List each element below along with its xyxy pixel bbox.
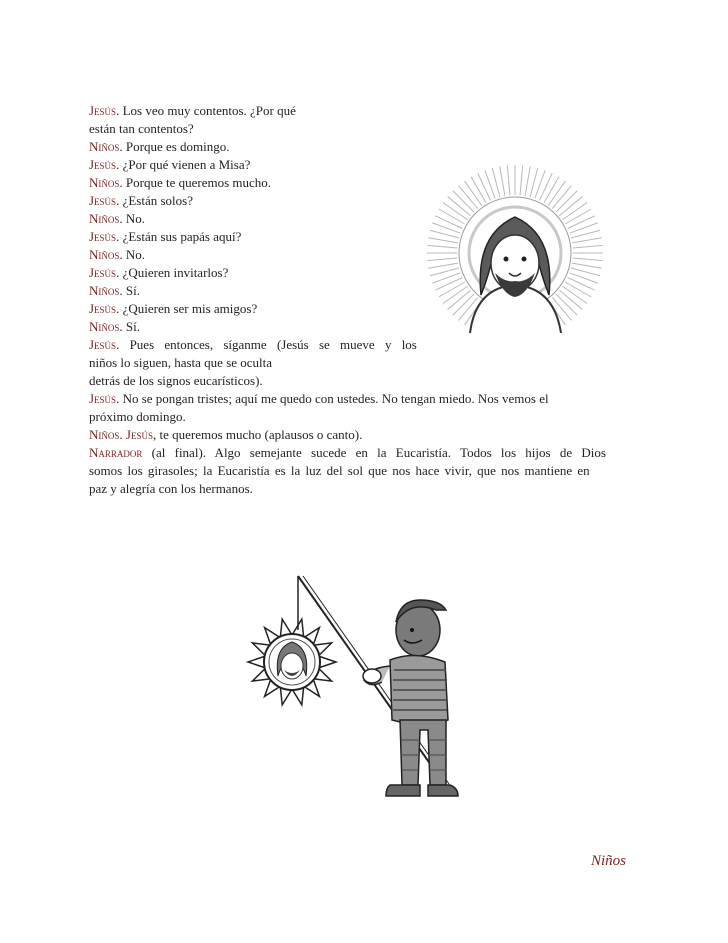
dialogue-line: Niños. Sí. [89,319,140,334]
halo-ray [559,196,582,215]
halo-ray [552,186,571,209]
dialogue-line: somos los girasoles; la Eucaristía es la luz del sol que nos hace vivir, que nos mantiene en [89,463,590,478]
halo-ray [439,209,465,224]
dialogue-line: Jesús. ¿Por qué vienen a Misa? [89,157,251,172]
dialogue-line: detrás de los signos eucarísticos). [89,373,263,388]
dialogue-line: Narrador (al final). Algo semejante sucede en la Eucaristía. Todos los hijos de Dios [89,445,606,460]
halo-ray [565,209,591,224]
dialogue-line: Niños. No. [89,247,146,262]
halo-ray [563,286,588,303]
dialogue-line: Niños. Jesús, te queremos mucho (aplausos o canto). [89,427,363,442]
halo-ray [443,203,468,220]
halo-ray [435,278,462,291]
halo-ray [556,294,577,315]
dialogue-line: Niños. Porque te queremos mucho. [89,175,272,190]
dialogue-line: Jesús. ¿Quieren ser mis amigos? [89,301,258,316]
halo-ray [478,173,491,200]
halo-ray [427,258,457,261]
halo-ray [465,181,482,206]
halo-ray [559,290,582,309]
halo-ray [572,238,602,243]
dialogue-line: Jesús. No se pongan tristes; aquí me quedo con ustedes. No tengan miedo. Nos vemos el [89,391,549,406]
dialogue-line: están tan contentos? [89,121,194,136]
dialogue-line: Niños. No. [89,211,146,226]
dialogue-line: niños lo siguen, hasta que se oculta [89,355,273,370]
halo-ray [471,177,486,203]
halo-ray [427,245,457,248]
halo-ray [458,186,477,209]
halo-ray [525,166,530,196]
halo-ray [439,282,465,297]
dialogue-line: Niños. Porque es domingo. [89,139,230,154]
halo-ray [448,196,471,215]
halo-ray [544,177,559,203]
halo-ray [453,191,474,212]
halo-ray [448,290,471,309]
halo-ray [556,191,577,212]
halo-ray [428,238,458,243]
dialogue-line: paz y alegría con los hermanos. [89,481,253,496]
dialogue-line: Niños. Sí. [89,283,140,298]
halo-ray [435,216,462,229]
halo-ray [540,173,553,200]
boy-with-sun-pole-illustration [240,570,470,815]
halo-ray [443,286,468,303]
halo-ray [572,263,602,268]
halo-ray [500,166,505,196]
jesus-halo-illustration [425,155,605,340]
halo-ray [568,278,595,291]
dialogue-line: Jesús. Los veo muy contentos. ¿Por qué [89,103,296,118]
halo-ray [573,258,603,261]
halo-ray [563,203,588,220]
halo-ray [565,282,591,297]
dialogue-line: próximo domingo. [89,409,186,424]
halo-ray [507,165,510,195]
halo-ray [548,181,565,206]
page-footer-title: Niños [590,853,626,869]
halo-ray [568,216,595,229]
dialogue-line: Jesús. ¿Están sus papás aquí? [89,229,242,244]
dialogue-line: Jesús. ¿Quieren invitarlos? [89,265,229,280]
halo-ray [573,245,603,248]
halo-ray [453,294,474,315]
dialogue-line: Jesús. Pues entonces, síganme (Jesús se mueve y los [89,337,417,352]
halo-ray [520,165,523,195]
dialogue-line: Jesús. ¿Están solos? [89,193,193,208]
halo-ray [428,263,458,268]
